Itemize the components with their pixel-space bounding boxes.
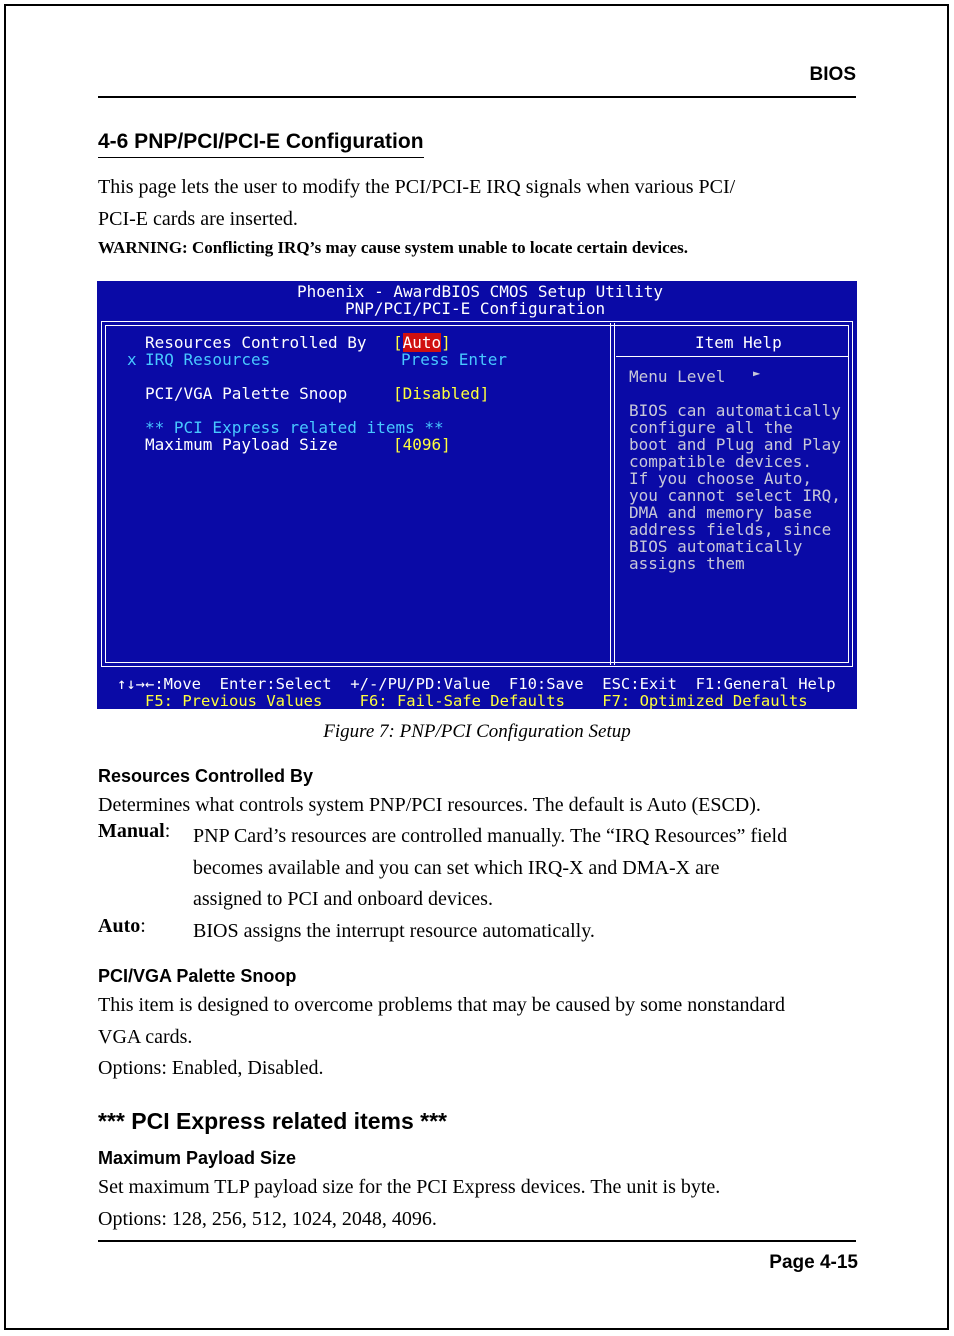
bios-item-payload-value[interactable]: [4096] xyxy=(393,435,451,454)
help-line: address fields, since xyxy=(629,520,832,539)
bios-item-resources[interactable]: Resources Controlled By xyxy=(145,333,367,352)
bios-item-palette[interactable]: PCI/VGA Palette Snoop xyxy=(145,384,348,403)
help-menu-level: Menu Level xyxy=(629,367,726,386)
help-title: Item Help xyxy=(695,333,782,352)
help-line: configure all the xyxy=(629,418,793,437)
bios-key-legend-2: F5: Previous Values F6: Fail-Safe Defaults F7: Optimized Defaults xyxy=(145,692,808,710)
bios-item-resources-value[interactable]: [Auto] xyxy=(393,333,451,352)
resources-heading: Resources Controlled By xyxy=(98,766,314,786)
manual-def-1: PNP Card’s resources are controlled manually. The “IRQ Resources” field xyxy=(193,825,788,847)
palette-line-1: This item is designed to overcome problems that may be caused by some nonstandard xyxy=(98,994,786,1016)
bios-screen xyxy=(97,281,857,709)
footer-rule xyxy=(98,1240,856,1242)
palette-options: Options: Enabled, Disabled. xyxy=(98,1057,324,1079)
help-line: If you choose Auto, xyxy=(629,469,813,488)
bios-item-irq[interactable]: IRQ Resources xyxy=(145,350,271,369)
resources-desc: Determines what controls system PNP/PCI resources. The default is Auto (ESCD). xyxy=(98,794,761,816)
bios-item-irq-marker: x xyxy=(127,350,137,369)
auto-def: BIOS assigns the interrupt resource automatically. xyxy=(193,920,595,942)
manual-term: Manual: xyxy=(98,820,171,842)
bios-divider-2 xyxy=(614,323,615,665)
bios-key-legend-1: ↑↓→←:Move Enter:Select +/-/PU/PD:Value F10:Save ESC:Exit F1:General Help xyxy=(117,675,836,693)
help-title-divider xyxy=(616,356,849,357)
help-line: compatible devices. xyxy=(629,452,813,471)
help-line: BIOS automatically xyxy=(629,537,803,556)
figure-caption: Figure 7: PNP/PCI Configuration Setup xyxy=(323,721,631,742)
help-line: BIOS can automatically xyxy=(629,401,841,420)
palette-line-2: VGA cards. xyxy=(98,1026,193,1048)
help-line: assigns them xyxy=(629,554,745,573)
bios-item-irq-value[interactable]: Press Enter xyxy=(401,350,507,369)
payload-line-1: Set maximum TLP payload size for the PCI Express devices. The unit is byte. xyxy=(98,1176,721,1198)
menu-level-arrow-icon: ► xyxy=(753,366,761,380)
manual-def-3: assigned to PCI and onboard devices. xyxy=(193,888,493,910)
auto-term: Auto: xyxy=(98,915,146,937)
bios-item-payload[interactable]: Maximum Payload Size xyxy=(145,435,338,454)
warning-text: WARNING: Conflicting IRQ’s may cause system unable to locate certain devices. xyxy=(98,238,689,257)
intro-line-2: PCI-E cards are inserted. xyxy=(98,208,298,230)
payload-options: Options: 128, 256, 512, 1024, 2048, 4096. xyxy=(98,1208,437,1230)
header-rule xyxy=(98,96,856,98)
bios-pcie-header: ** PCI Express related items ** xyxy=(145,418,444,437)
running-header: BIOS xyxy=(809,64,856,85)
help-line: boot and Plug and Play xyxy=(629,435,841,454)
page-number: Page 4-15 xyxy=(769,1252,858,1273)
bios-title: Phoenix - AwardBIOS CMOS Setup Utility xyxy=(297,282,664,301)
bios-divider xyxy=(610,323,611,665)
payload-heading: Maximum Payload Size xyxy=(98,1148,297,1168)
pcie-heading: *** PCI Express related items *** xyxy=(98,1108,448,1134)
intro-line-1: This page lets the user to modify the PCI/PCI-E IRQ signals when various PCI/ xyxy=(98,176,736,198)
manual-def-2: becomes available and you can set which IRQ-X and DMA-X are xyxy=(193,857,720,879)
help-line: DMA and memory base xyxy=(629,503,813,522)
help-line: you cannot select IRQ, xyxy=(629,486,841,505)
palette-heading: PCI/VGA Palette Snoop xyxy=(98,966,297,986)
bios-subtitle: PNP/PCI/PCI-E Configuration xyxy=(345,299,606,318)
bios-item-palette-value[interactable]: [Disabled] xyxy=(393,384,490,403)
section-title: 4-6 PNP/PCI/PCI-E Configuration xyxy=(98,130,424,158)
